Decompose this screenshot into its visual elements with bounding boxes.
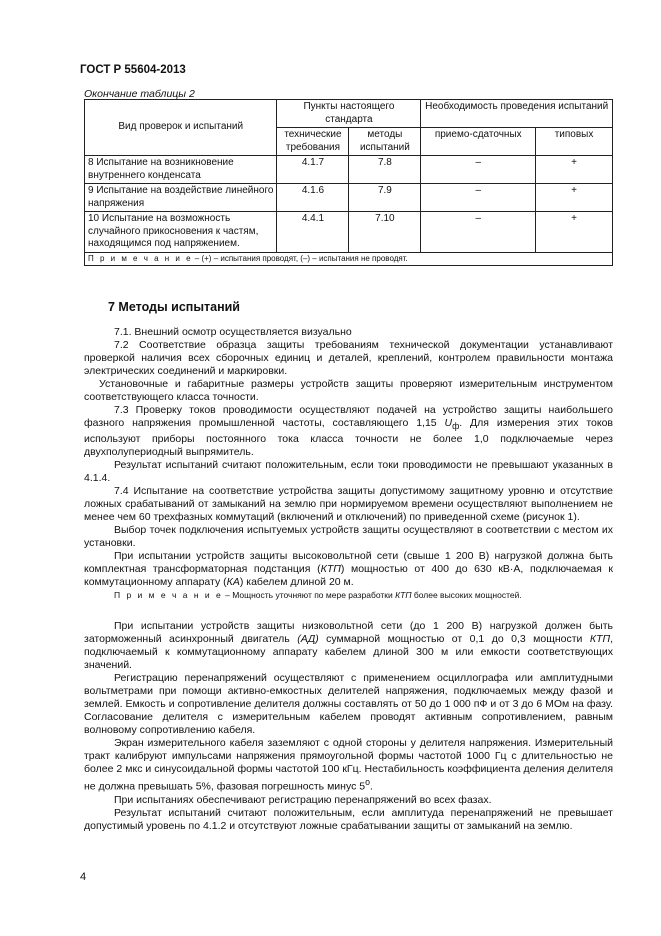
- row-accept: –: [421, 184, 536, 212]
- table-row: [85, 212, 613, 253]
- paragraph-part: суммарной мощностью от 0,1 до 0,3 мощности: [318, 633, 590, 646]
- paragraph-part: ) мощностью от 400 до 630 кВ·А, подключаемая к коммутационному аппарату (: [84, 563, 613, 589]
- paragraph-part: ) кабелем длиной 20 м.: [239, 576, 354, 589]
- note-text: – (+) – испытания проводят, (–) – испытания не проводят.: [192, 253, 408, 263]
- header-check-type: Вид проверок и испытаний: [85, 100, 277, 156]
- note-label: П р и м е ч а н и е: [114, 590, 223, 601]
- paragraph: [84, 737, 613, 794]
- paragraph: Регистрацию перенапряжений осуществляют с применением осциллографа или амплитудными вольтметрами при помощи активно-емкостных делителей напряжения, подключаемых между фазой и землей. Емкость и сопротивление делителя должны составлять от 50 до 1 000 пФ и от 3 до 6 МОм на фазу. Согласование делителя с измерительным кабелем проводят активным сопротивлением, равным волновому сопротивлению кабеля.: [84, 672, 613, 737]
- table-note-row: [85, 252, 613, 265]
- voltage-symbol: U: [444, 417, 453, 429]
- table-caption: Окончание таблицы 2: [84, 88, 195, 100]
- degree-mark: о: [365, 777, 370, 788]
- row-method: 7.8: [349, 156, 421, 184]
- row-name: 9 Испытание на воздействие линейного напряжения: [85, 184, 277, 212]
- table-row: [85, 184, 613, 212]
- table-header-row: [85, 100, 613, 128]
- paragraph-part: – Мощность уточняют по мере разработки: [222, 590, 396, 601]
- row-tech: 4.4.1: [277, 212, 349, 253]
- paragraph: Результат испытаний считают положительным, если токи проводимости не превышают указанных в 4.1.4.: [84, 459, 613, 485]
- abbrev: (АД): [297, 633, 319, 646]
- paragraph: Результат испытаний считают положительным, если амплитуда перенапряжений не превышает допустимый уровень по 4.1.2 и отсутствуют ложные срабатывании защиты от замыканий на землю.: [84, 806, 613, 832]
- body-text: [84, 326, 613, 833]
- paragraph-part: При испытании устройств защиты низковольтной сети (до 1 200 В) нагрузкой должен быть заторможенный асинхронный двигатель: [84, 620, 613, 646]
- paragraph-part: Экран измерительного кабеля заземляют с одной стороны у делителя напряжения. Измерительный тракт калибруют импульсами напряжения прямоугольной формы частотой 1000 Гц с длительностью не более 2 мкс и синусоидальной формы частотой 100 кГц. Нестабильность коэффициента деления делителя не должна превышать 5%, фазовая погрешность минус 5: [84, 737, 613, 793]
- paragraph-part: При испытании устройств защиты высоковольтной сети (свыше 1 200 В) нагрузкой должна быть комплектная трансформаторная подстанция (: [84, 550, 613, 576]
- header-necessity: Необходимость проведения испытаний: [421, 100, 613, 128]
- paragraph: При испытаниях обеспечивают регистрацию перенапряжений во всех фазах.: [114, 793, 492, 806]
- note-paragraph: [84, 589, 613, 602]
- paragraph: [84, 404, 613, 459]
- paragraph: 7.4 Испытание на соответствие устройства защиты допустимому защитному уровню и отсутствие ложных срабатываний от замыканий на землю при нормируемом времени осуществляют выполнением не менее чем 60 трехфазных коммутаций (включений и отключений) по приведенной схеме (рисунок 1).: [84, 485, 613, 524]
- paragraph: Выбор точек подключения испытуемых устройств защиты осуществляют в соответствии с местом их установки.: [84, 524, 613, 550]
- document-code: ГОСТ Р 55604-2013: [80, 64, 186, 76]
- table-row: [85, 156, 613, 184]
- row-tech: 4.1.6: [277, 184, 349, 212]
- paragraph-part: более высоких мощностей.: [411, 590, 522, 601]
- note-label: П р и м е ч а н и е: [88, 253, 193, 263]
- row-accept: –: [421, 212, 536, 253]
- abbrev: КА: [226, 576, 240, 589]
- section-title: 7 Методы испытаний: [108, 300, 240, 314]
- row-type: +: [536, 156, 613, 184]
- row-name: 8 Испытание на возникновение внутреннего конденсата: [85, 156, 277, 184]
- paragraph: [84, 550, 613, 589]
- subheader-tech: технические требования: [277, 128, 349, 156]
- paragraph-part: . Для измерения этих токов используют приборы постоянного тока класса точности не более 1,0 подключаемые через двухполупериодный выпрямитель.: [84, 417, 613, 459]
- row-accept: –: [421, 156, 536, 184]
- row-tech: 4.1.7: [277, 156, 349, 184]
- paragraph: Установочные и габаритные размеры устройств защиты проверяют измерительным инструментом соответствующего класса точности.: [84, 378, 613, 403]
- row-name: 10 Испытание на возможность случайного прикосновения к частям, находящимся под напряжением.: [85, 212, 277, 253]
- paragraph-part: , подключаемый к коммутационному аппарату кабелем длиной 300 м или емкости соответствующих значений.: [84, 633, 614, 672]
- subheader-acceptance: приемо-сдаточных: [421, 128, 536, 156]
- paragraph-part: .: [369, 780, 373, 793]
- paragraph: 7.1. Внешний осмотр осуществляется визуально: [114, 326, 352, 338]
- paragraph: [84, 620, 613, 672]
- subheader-type: типовых: [536, 128, 613, 156]
- test-table: [84, 99, 613, 266]
- abbrev: КТП: [589, 633, 611, 646]
- paragraph-part: 7.3 Проверку токов проводимости осуществляют подачей на устройство защиты наибольшего фазного напряжения промышленной частоты, составляющего 1,15: [84, 404, 613, 429]
- table-note: [85, 252, 613, 265]
- header-points: Пункты настоящего стандарта: [277, 100, 421, 128]
- row-type: +: [536, 184, 613, 212]
- subheader-methods: методы испытаний: [349, 128, 421, 156]
- row-method: 7.10: [349, 212, 421, 253]
- voltage-subscript: ф: [452, 421, 460, 432]
- page-number: 4: [80, 871, 87, 883]
- abbrev: КТП: [395, 590, 412, 601]
- paragraph: 7.2 Соответствие образца защиты требованиям технической документации устанавливают проверкой наличия всех сборочных единиц и деталей, креплений, контролем правильности монтажа электрических соединений и маркировки.: [84, 339, 613, 377]
- abbrev: КТП: [320, 563, 341, 576]
- row-method: 7.9: [349, 184, 421, 212]
- row-type: +: [536, 212, 613, 253]
